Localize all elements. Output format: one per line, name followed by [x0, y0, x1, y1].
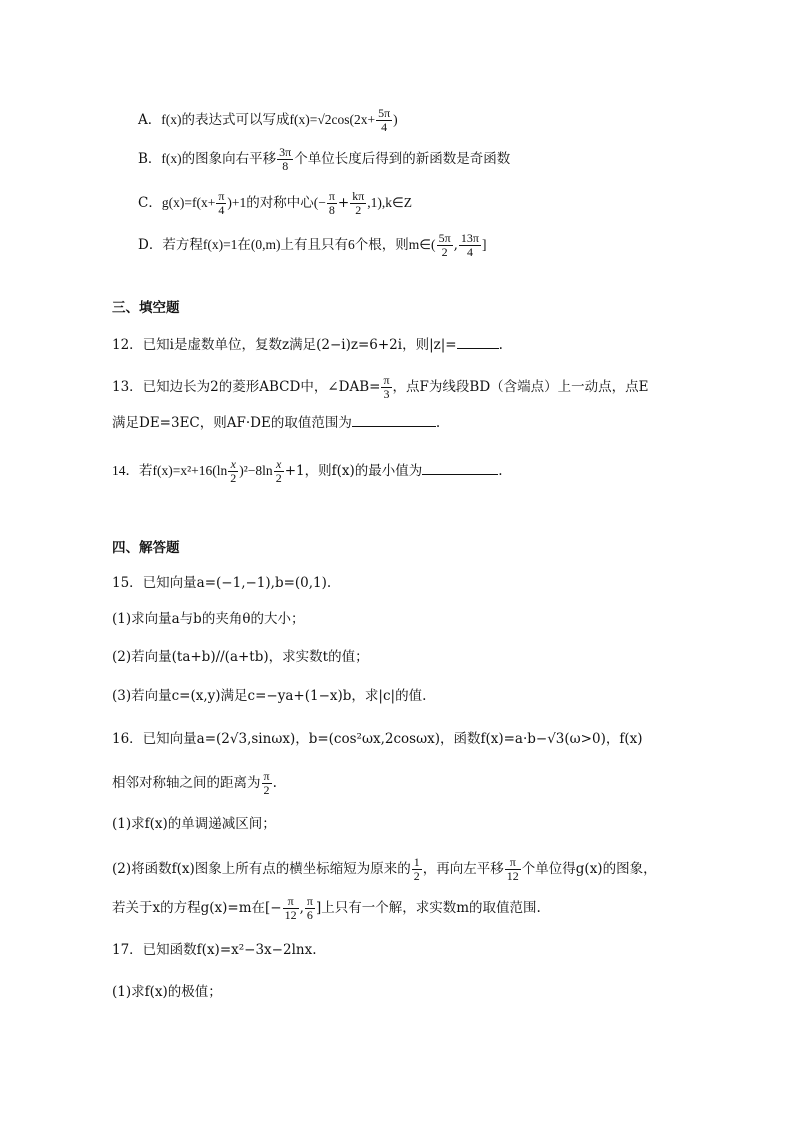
- question-15-part2: (2)若向量(ta+b)//(a+tb)，求实数t的值；: [112, 649, 369, 665]
- question-15-part1: (1)求向量a与b的夹角θ的大小；: [112, 611, 305, 627]
- answer-blank: [422, 460, 498, 475]
- question-15-stem: 15．已知向量a=(−1,−1),b=(0,1).: [112, 575, 332, 591]
- section-heading-solutions: 四、解答题: [112, 540, 180, 556]
- question-16-part2-line1: (2)将函数f(x)图象上所有点的横坐标缩短为原来的 $\frac{1}{2}$ ，再向左平移 $\frac{\pi}{12}$ 个单位得g(x)的图象，: [112, 855, 657, 883]
- answer-blank: [457, 334, 499, 349]
- question-15-part3: (3)若向量c=(x,y)满足c=−ya+(1−x)b，求|c|的值.: [112, 688, 427, 704]
- question-16-part2-line2: 若关于x的方程g(x)=m在[− $\frac{\pi}{12}$ , $\frac{\pi}{6}$ ]上只有一个解，求实数m的取值范围.: [112, 894, 541, 922]
- q11-option-d: D．若方程f(x)=1在(0,m)上有且只有6个根，则m∈( $\frac{5\pi}{2}$ , $\frac{13\pi}{4}$ ]: [138, 231, 487, 259]
- question-14: 14．若f(x)=x²+16(ln $\frac{x}{2}$ )²−8ln $\frac{x}{2}$ +1，则f(x)的最小值为 .: [112, 457, 503, 485]
- q11-option-c: C．g(x)=f(x+ $\frac{\pi}{4}$ )+1的对称中心(− $\frac{\pi}{8}$ + $\frac{k\pi}{2}$ ,1),k∈Z: [138, 189, 413, 217]
- question-12: 12．已知i是虚数单位，复数z满足(2−i)z=6+2i，则|z|= .: [112, 334, 503, 355]
- question-16-stem: 16．已知向量a=(2√3,sinωx)，b=(cos²ωx,2cosωx)，函数f(x)=a·b−√3(ω>0)，f(x): [112, 731, 643, 747]
- question-17-stem: 17．已知函数f(x)=x²−3x−2lnx.: [112, 942, 317, 958]
- section-heading-fill-blank: 三、填空题: [112, 300, 180, 316]
- answer-blank: [352, 412, 436, 427]
- question-13-line1: 13．已知边长为2的菱形ABCD中，∠DAB= $\frac{\pi}{3}$ ，点F为线段BD（含端点）上一动点，点E: [112, 373, 649, 401]
- question-16-stem2: 相邻对称轴之间的距离为 $\frac{\pi}{2}$ .: [112, 769, 277, 797]
- q11-option-b: B．f(x)的图象向右平移 $\frac{3\pi}{8}$ 个单位长度后得到的新函数是奇函数: [138, 145, 511, 173]
- question-17-part1: (1)求f(x)的极值；: [112, 984, 222, 1000]
- question-16-part1: (1)求f(x)的单调递减区间；: [112, 816, 276, 832]
- q11-option-a: A．f(x)的表达式可以写成f(x)=√2cos(2x+ $\frac{5\pi}{4}$ ): [138, 106, 398, 134]
- question-13-line2: 满足DE=3EC，则AF·DE的取值范围为 .: [112, 412, 440, 433]
